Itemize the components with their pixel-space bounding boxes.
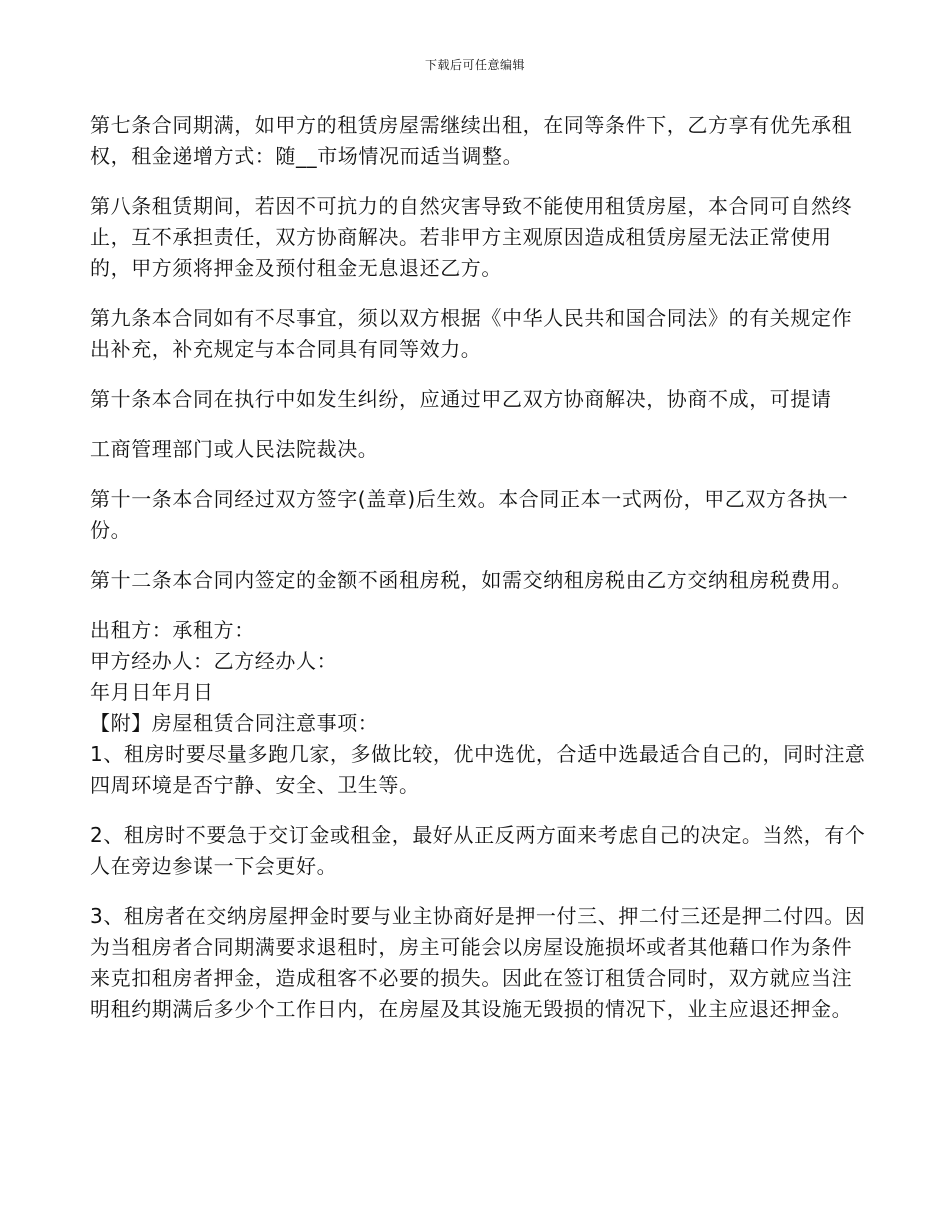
document-body (90, 110, 870, 1044)
article-9: 第九条本合同如有不尽事宜，须以双方根据《中华人民共和国合同法》的有关规定作出补充，补充规定与本合同具有同等效力。 (90, 306, 853, 361)
note-1: 1、租房时要尽量多跑几家，多做比较，优中选优，合适中选最适合自己的，同时注意四周环境是否宁静、安全、卫生等。 (90, 742, 866, 797)
notes-title: 【附】房屋租赁合同注意事项： (90, 711, 379, 735)
article-11: 第十一条本合同经过双方签字(盖章)后生效。本合同正本一式两份，甲乙双方各执一份。 (90, 487, 849, 542)
signature-parties: 出租方：承租方： (90, 618, 255, 642)
article-7: 第七条合同期满，如甲方的租赁房屋需继续出租，在同等条件下，乙方享有优先承租权，租金递增方式：随__市场情况而适当调整。 (90, 113, 853, 168)
article-8: 第八条租赁期间，若因不可抗力的自然灾害导致不能使用租赁房屋，本合同可自然终止，互不承担责任，双方协商解决。若非甲方主观原因造成租赁房屋无法正常使用的，甲方须将押金及预付租金无息退还乙方。 (90, 194, 853, 280)
note-2: 2、租房时不要急于交订金或租金，最好从正反两方面来考虑自己的决定。当然，有个人在旁边参谋一下会更好。 (90, 823, 866, 878)
article-10: 第十条本合同在执行中如发生纠纷，应通过甲乙双方协商解决，协商不成，可提请 (90, 387, 832, 411)
note-3: 3、租房者在交纳房屋押金时要与业主协商好是押一付三、押二付三还是押二付四。因为当租房者合同期满要求退租时，房主可能会以房屋设施损坏或者其他藉口作为条件来克扣租房者押金，造成租客不必要的损失。因此在签订租赁合同时，双方就应当注明租约期满后多少个工作日内，在房屋及其设施无毁损的情况下，业主应退还押金。 (90, 904, 866, 1021)
signature-agents: 甲方经办人：乙方经办人： (90, 649, 338, 673)
article-10-continued: 工商管理部门或人民法院裁决。 (90, 437, 379, 461)
signature-dates: 年月日年月日 (90, 680, 214, 704)
page-header: 下载后可任意编辑 (424, 58, 525, 72)
article-12: 第十二条本合同内签定的金额不函租房税，如需交纳租房税由乙方交纳租房税费用。 (90, 568, 853, 592)
